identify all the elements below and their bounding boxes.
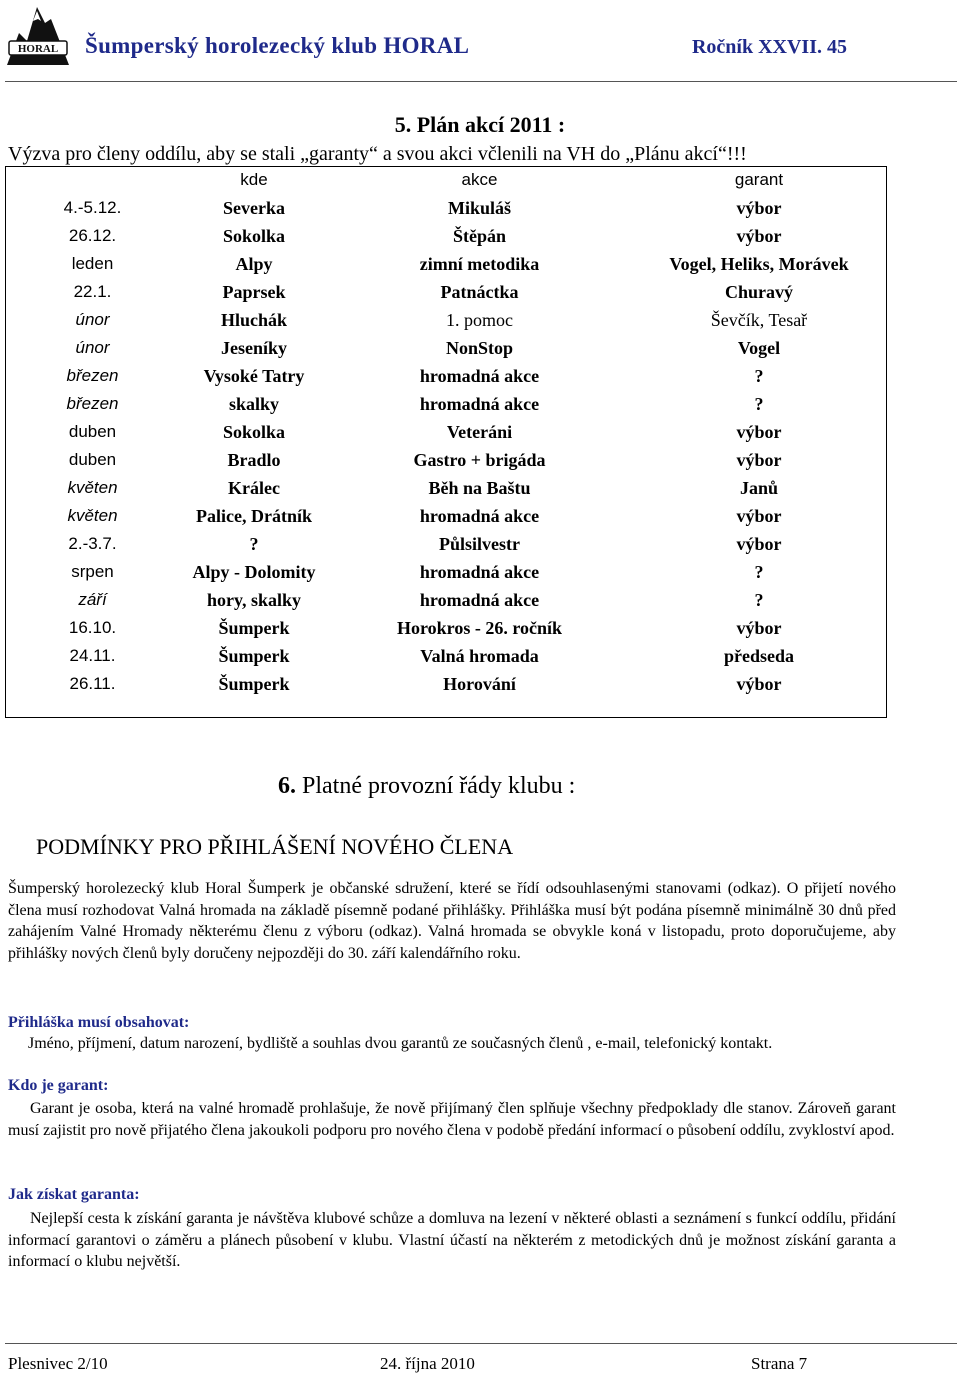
table-header-cell: garant bbox=[734, 170, 784, 189]
table-row bbox=[5, 670, 887, 698]
table-cell-guarantor: Janů bbox=[739, 477, 779, 498]
header-divider bbox=[5, 81, 957, 82]
table-cell-date: 26.12. bbox=[68, 226, 117, 245]
application-contents-text: Jméno, příjmení, datum narození, bydliště a souhlas dvou garantů ze současných členů , e-mail, telefonický kontakt. bbox=[28, 1035, 773, 1052]
table-cell-event: Horování bbox=[443, 673, 516, 694]
membership-conditions-heading: PODMÍNKY PRO PŘIHLÁŠENÍ NOVÉHO ČLENA bbox=[36, 834, 514, 859]
table-row bbox=[5, 334, 887, 362]
table-cell-place: Alpy - Dolomity bbox=[192, 561, 316, 582]
table-row bbox=[5, 446, 887, 474]
table-cell-guarantor: výbor bbox=[736, 449, 782, 470]
table-row bbox=[5, 418, 887, 446]
table-cell-event: hromadná akce bbox=[419, 589, 540, 610]
table-cell-guarantor: výbor bbox=[736, 533, 782, 554]
table-cell-guarantor: Vogel bbox=[737, 337, 781, 358]
table-row bbox=[5, 642, 887, 670]
table-cell-date: 24.11. bbox=[69, 646, 116, 665]
footer-publication: Plesnivec 2/10 bbox=[8, 1354, 108, 1373]
table-row bbox=[5, 614, 887, 642]
table-header-cell bbox=[5, 166, 180, 194]
table-cell-event: Patnáctka bbox=[440, 281, 519, 302]
table-row bbox=[5, 502, 887, 530]
table-cell-place: Šumperk bbox=[218, 673, 290, 694]
table-cell-event: Mikuláš bbox=[447, 197, 512, 218]
table-cell-date: 2.-3.7. bbox=[68, 534, 117, 553]
table-cell-date: březen bbox=[66, 394, 119, 413]
table-cell-date: srpen bbox=[71, 562, 114, 581]
get-guarantor-text: Nejlepší cesta k získání garanta je návštěva klubové schůze a domluva na lezení v některé oblasti a seznámení s funkcí oddílu, přidání informací garantovi o záměru a plánech působení v klubu. Vlastní účastí na některém z metodických dnů je možnost získání garanta a informací o klubu největší. bbox=[8, 1210, 896, 1270]
table-cell-guarantor: ? bbox=[754, 365, 764, 386]
table-row bbox=[5, 306, 887, 334]
footer-page-number: Strana 7 bbox=[751, 1354, 808, 1373]
table-row bbox=[5, 250, 887, 278]
page-header bbox=[5, 3, 957, 87]
table-cell-date: květen bbox=[67, 506, 118, 525]
table-cell-guarantor: výbor bbox=[736, 197, 782, 218]
table-cell-date: květen bbox=[67, 478, 118, 497]
table-cell-place: Králec bbox=[228, 477, 280, 498]
table-cell-event: hromadná akce bbox=[419, 365, 540, 386]
table-row bbox=[5, 390, 887, 418]
table-row bbox=[5, 586, 887, 614]
table-cell-place: skalky bbox=[228, 393, 280, 414]
table-row bbox=[5, 222, 887, 250]
table-cell-date: duben bbox=[68, 450, 117, 469]
table-cell-guarantor: Vogel, Heliks, Morávek bbox=[669, 253, 849, 274]
table-cell-date: duben bbox=[68, 422, 117, 441]
get-guarantor-label: Jak získat garanta: bbox=[8, 1186, 140, 1203]
table-cell-event: Horokros - 26. ročník bbox=[396, 617, 562, 638]
table-row bbox=[5, 362, 887, 390]
application-contents-label: Přihláška musí obsahovat: bbox=[8, 1014, 190, 1031]
table-cell-guarantor: výbor bbox=[736, 673, 782, 694]
table-cell-place: ? bbox=[249, 533, 259, 554]
table-cell-place: hory, skalky bbox=[206, 589, 302, 610]
table-cell-event: 1. pomoc bbox=[446, 309, 513, 330]
table-row bbox=[5, 530, 887, 558]
table-cell-event: Běh na Baštu bbox=[428, 477, 531, 498]
footer-divider bbox=[5, 1343, 957, 1344]
table-cell-date: 26.11. bbox=[69, 674, 116, 693]
table-cell-date: březen bbox=[66, 366, 119, 385]
table-cell-date: 16.10. bbox=[68, 618, 117, 637]
table-cell-event: Gastro + brigáda bbox=[413, 449, 546, 470]
guarantor-definition-label: Kdo je garant: bbox=[8, 1077, 109, 1094]
table-cell-event: Valná hromada bbox=[420, 645, 539, 666]
table-cell-guarantor: výbor bbox=[736, 225, 782, 246]
table-row bbox=[5, 558, 887, 586]
table-cell-guarantor: Ševčík, Tesař bbox=[710, 309, 808, 330]
table-cell-date: leden bbox=[71, 254, 114, 273]
table-cell-guarantor: ? bbox=[754, 561, 764, 582]
table-cell-guarantor: předseda bbox=[723, 645, 794, 666]
table-cell-guarantor: výbor bbox=[736, 421, 782, 442]
guarantor-definition-text: Garant je osoba, která na valné hromadě prohlašuje, že nově přijímaný člen splňuje všechny předpoklady dle stanov. Zároveň garant musí zajistit pro nově přijatého člena jakoukoli podporu pro nového člena v podobě předání informací o působení oddílu, zvykloství apod. bbox=[8, 1100, 896, 1139]
footer-date: 24. října 2010 bbox=[380, 1354, 475, 1373]
table-cell-guarantor: ? bbox=[754, 589, 764, 610]
section6-title-text: Platné provozní řády klubu : bbox=[302, 773, 576, 799]
table-row bbox=[5, 194, 887, 222]
table-cell-place: Hluchák bbox=[220, 309, 288, 330]
header-volume: Ročník XXVII. 45 bbox=[691, 36, 847, 58]
section5-intro: Výzva pro členy oddílu, aby se stali „garanty“ a svou akci včlenili na VH do „Plánu akcí“!!! bbox=[8, 143, 747, 165]
table-cell-event: Půlsilvestr bbox=[439, 533, 520, 554]
table-cell-event: hromadná akce bbox=[419, 561, 540, 582]
table-cell-place: Bradlo bbox=[227, 449, 281, 470]
mountain-logo-icon bbox=[5, 3, 71, 69]
table-header-cell: kde bbox=[240, 170, 268, 189]
table-cell-guarantor: Churavý bbox=[724, 281, 793, 302]
horal-logo bbox=[5, 3, 71, 69]
table-cell-event: Štěpán bbox=[452, 225, 506, 246]
section6-title bbox=[278, 773, 575, 800]
table-cell-place: Paprsek bbox=[222, 281, 286, 302]
table-cell-place: Jeseníky bbox=[220, 337, 287, 358]
events-plan-table bbox=[5, 166, 887, 698]
table-cell-date: únor bbox=[75, 338, 110, 357]
table-cell-place: Alpy bbox=[235, 253, 273, 274]
table-cell-guarantor: výbor bbox=[736, 505, 782, 526]
table-cell-place: Severka bbox=[223, 197, 285, 218]
conditions-paragraph: Šumperský horolezecký klub Horal Šumperk je občanské sdružení, které se řídí odsouhlasenými stanovami (odkaz). O přijetí nového člena musí rozhodovat Valná hromada na základě písemně podané přihlášky. Přihláška musí být podána písemně minimálně 30 dnů před zahájením Valné Hromady některému členu z výboru (odkaz). Valná hromada se obvykle koná v listopadu, proto doporučujeme, aby přihlášky nových členů byly doručeny nejpozději do 30. září kalendářního roku. bbox=[8, 880, 896, 962]
section5-title: 5. Plán akcí 2011 : bbox=[394, 112, 566, 137]
table-cell-place: Vysoké Tatry bbox=[203, 365, 305, 386]
table-row bbox=[5, 278, 887, 306]
svg-text:HORAL: HORAL bbox=[17, 43, 59, 55]
table-cell-place: Palice, Drátník bbox=[196, 505, 312, 526]
table-cell-place: Sokolka bbox=[222, 421, 286, 442]
table-cell-date: únor bbox=[75, 310, 110, 329]
table-cell-event: hromadná akce bbox=[419, 505, 540, 526]
table-header-cell: akce bbox=[461, 170, 498, 189]
table-cell-place: Šumperk bbox=[218, 617, 290, 638]
table-cell-guarantor: výbor bbox=[736, 617, 782, 638]
table-cell-place: Šumperk bbox=[218, 645, 290, 666]
table-row bbox=[5, 474, 887, 502]
table-cell-place: Sokolka bbox=[222, 225, 286, 246]
table-cell-guarantor: ? bbox=[754, 393, 764, 414]
table-cell-date: 22.1. bbox=[73, 282, 112, 301]
table-header-row bbox=[5, 166, 887, 194]
table-cell-event: zimní metodika bbox=[419, 253, 540, 274]
table-cell-date: 4.-5.12. bbox=[63, 198, 122, 217]
header-title: Šumperský horolezecký klub HORAL bbox=[85, 33, 470, 58]
table-cell-event: hromadná akce bbox=[419, 393, 540, 414]
table-cell-date: září bbox=[78, 590, 107, 609]
table-cell-event: NonStop bbox=[445, 337, 514, 358]
section6-number: 6. bbox=[278, 773, 296, 799]
table-cell-event: Veteráni bbox=[446, 421, 513, 442]
